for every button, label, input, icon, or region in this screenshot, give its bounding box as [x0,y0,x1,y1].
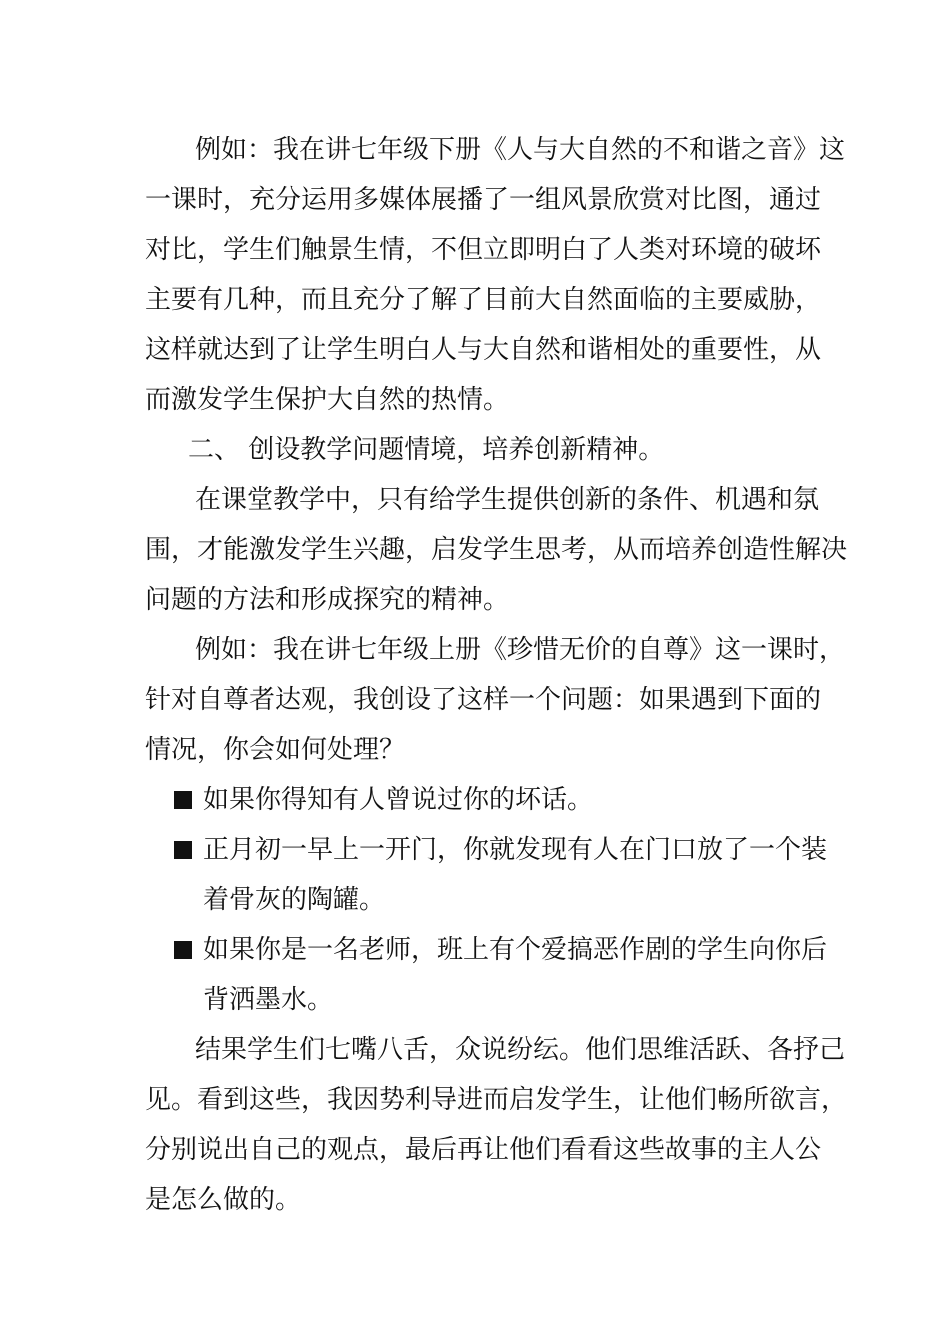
bullet-square-icon [174,841,192,859]
paragraph-1-line-3: 对比，学生们触景生情，不但立即明白了人类对环境的破坏 [145,235,822,265]
bullet-square-icon [174,791,192,809]
paragraph-3-line-1: 例如：我在讲七年级上册《珍惜无价的自尊》这一课时， [195,635,846,665]
section-heading: 二、 创设教学问题情境，培养创新精神。 [188,435,665,465]
bullet-3-line-2: 背洒墨水。 [203,985,334,1015]
bullet-1-line-1: 如果你得知有人曾说过你的坏话。 [203,785,594,815]
bullet-square-icon [174,941,192,959]
bullet-3-line-1: 如果你是一名老师，班上有个爱搞恶作剧的学生向你后 [203,935,828,965]
bullet-2-line-2: 着骨灰的陶罐。 [203,885,386,915]
paragraph-1-line-4: 主要有几种，而且充分了解了目前大自然面临的主要威胁， [145,285,822,315]
bullet-2-line-1: 正月初一早上一开门，你就发现有人在门口放了一个装 [203,835,828,865]
paragraph-2-line-3: 问题的方法和形成探究的精神。 [145,585,510,615]
paragraph-1-line-6: 而激发学生保护大自然的热情。 [145,385,510,415]
paragraph-1-line-1: 例如：我在讲七年级下册《人与大自然的不和谐之音》这 [195,135,846,165]
paragraph-1-line-2: 一课时，充分运用多媒体展播了一组风景欣赏对比图，通过 [145,185,822,215]
paragraph-2-line-1: 在课堂教学中，只有给学生提供创新的条件、机遇和氛 [195,485,820,515]
paragraph-3-line-3: 情况，你会如何处理？ [145,735,406,765]
paragraph-2-line-2: 围，才能激发学生兴趣，启发学生思考，从而培养创造性解决 [145,535,848,565]
paragraph-4-line-3: 分别说出自己的观点，最后再让他们看看这些故事的主人公 [145,1135,822,1165]
paragraph-1-line-5: 这样就达到了让学生明白人与大自然和谐相处的重要性，从 [145,335,822,365]
paragraph-3-line-2: 针对自尊者达观，我创设了这样一个问题：如果遇到下面的 [145,685,822,715]
paragraph-4-line-2: 见。看到这些，我因势利导进而启发学生，让他们畅所欲言， [145,1085,848,1115]
paragraph-4-line-4: 是怎么做的。 [145,1185,302,1215]
paragraph-4-line-1: 结果学生们七嘴八舌，众说纷纭。他们思维活跃、各抒己 [195,1035,846,1065]
